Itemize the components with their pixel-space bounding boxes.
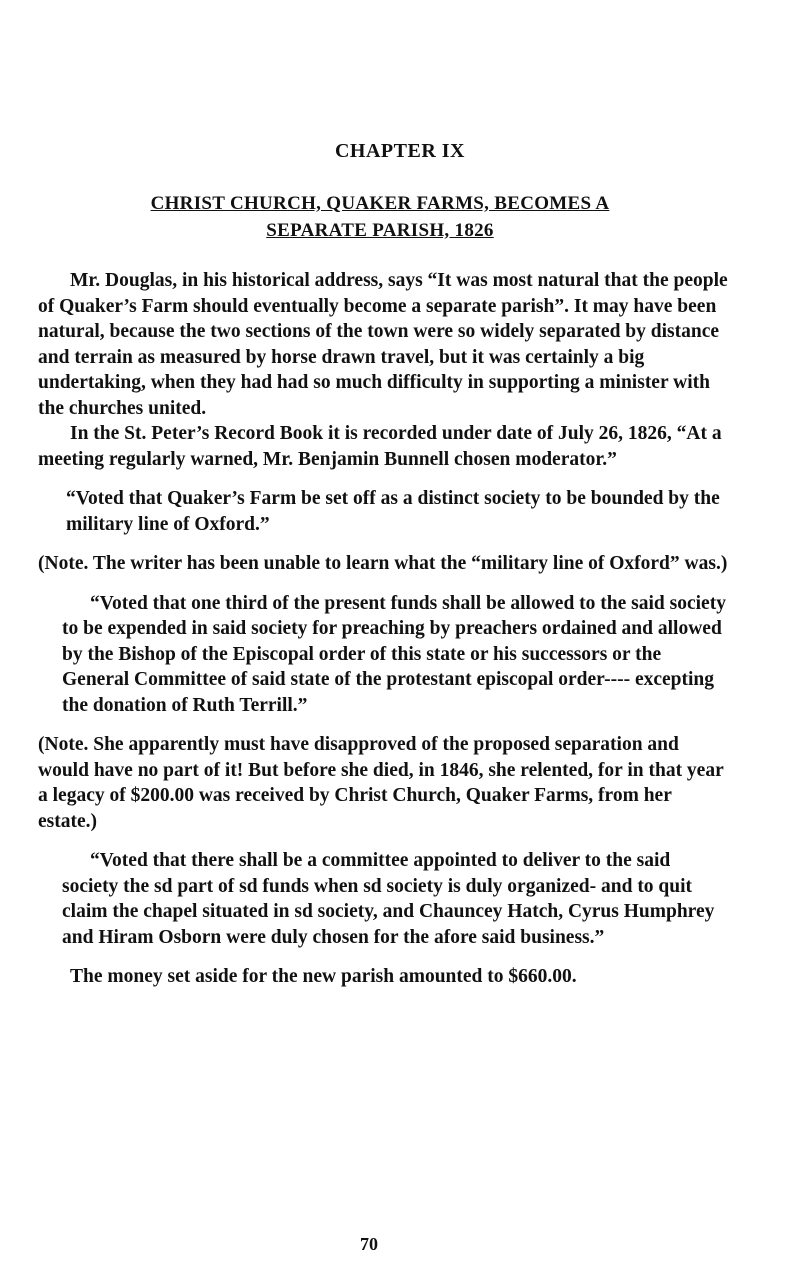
quote-distinct-society: “Voted that Quaker’s Farm be set off as a distinct society to be bounded by the military line of Oxford.” bbox=[66, 488, 720, 535]
chapter-title-line-2: SEPARATE PARISH, 1826 bbox=[266, 220, 494, 241]
quote-committee: “Voted that there shall be a committee appointed to deliver to the said society the sd part of sd funds when sd society is duly organized- and to quit claim the chapel situated in sd society, and Chauncey Hatch, Cyrus Humphrey and Hiram Osborn were duly chosen for the afore said business.” bbox=[62, 850, 715, 948]
paragraph-record-book: In the St. Peter’s Record Book it is recorded under date of July 26, 1826, “At a meeting regularly warned, Mr. Benjamin Bunnell chosen moderator.” bbox=[38, 423, 722, 470]
note-ruth-terrill: (Note. She apparently must have disapproved of the proposed separation and would have no part of it! But before she died, in 1846, she relented, for in that year a legacy of $200.00 was received by Christ Church, Quaker Farms, from her estate.) bbox=[38, 734, 724, 832]
quote-funds: “Voted that one third of the present funds shall be allowed to the said society to be expended in said society for preaching by preachers ordained and allowed by the Bishop of the Episcopal order of this state or his successors or the General Committee of said state of the protestant episcopal order---- excepting the donation of Ruth Terrill.” bbox=[62, 592, 726, 716]
note-military-line: (Note. The writer has been unable to learn what the “military line of Oxford” was.) bbox=[38, 553, 728, 574]
chapter-title-line-1: CHRIST CHURCH, QUAKER FARMS, BECOMES A bbox=[150, 193, 610, 214]
paragraph-intro: Mr. Douglas, in his historical address, says “It was most natural that the people of Quaker’s Farm should eventually become a separate parish”. It may have been natural, because the two sections of the town were so widely separated by distance and terrain as measured by horse drawn travel, but it was certainly a big undertaking, when they had had so much difficulty in supporting a minister with the churches united. bbox=[38, 270, 728, 419]
page-number: 70 bbox=[360, 1234, 378, 1254]
chapter-title bbox=[0, 190, 760, 244]
chapter-body bbox=[38, 268, 728, 990]
chapter-heading: CHAPTER IX bbox=[334, 140, 465, 162]
paragraph-money: The money set aside for the new parish amounted to $660.00. bbox=[70, 966, 577, 987]
